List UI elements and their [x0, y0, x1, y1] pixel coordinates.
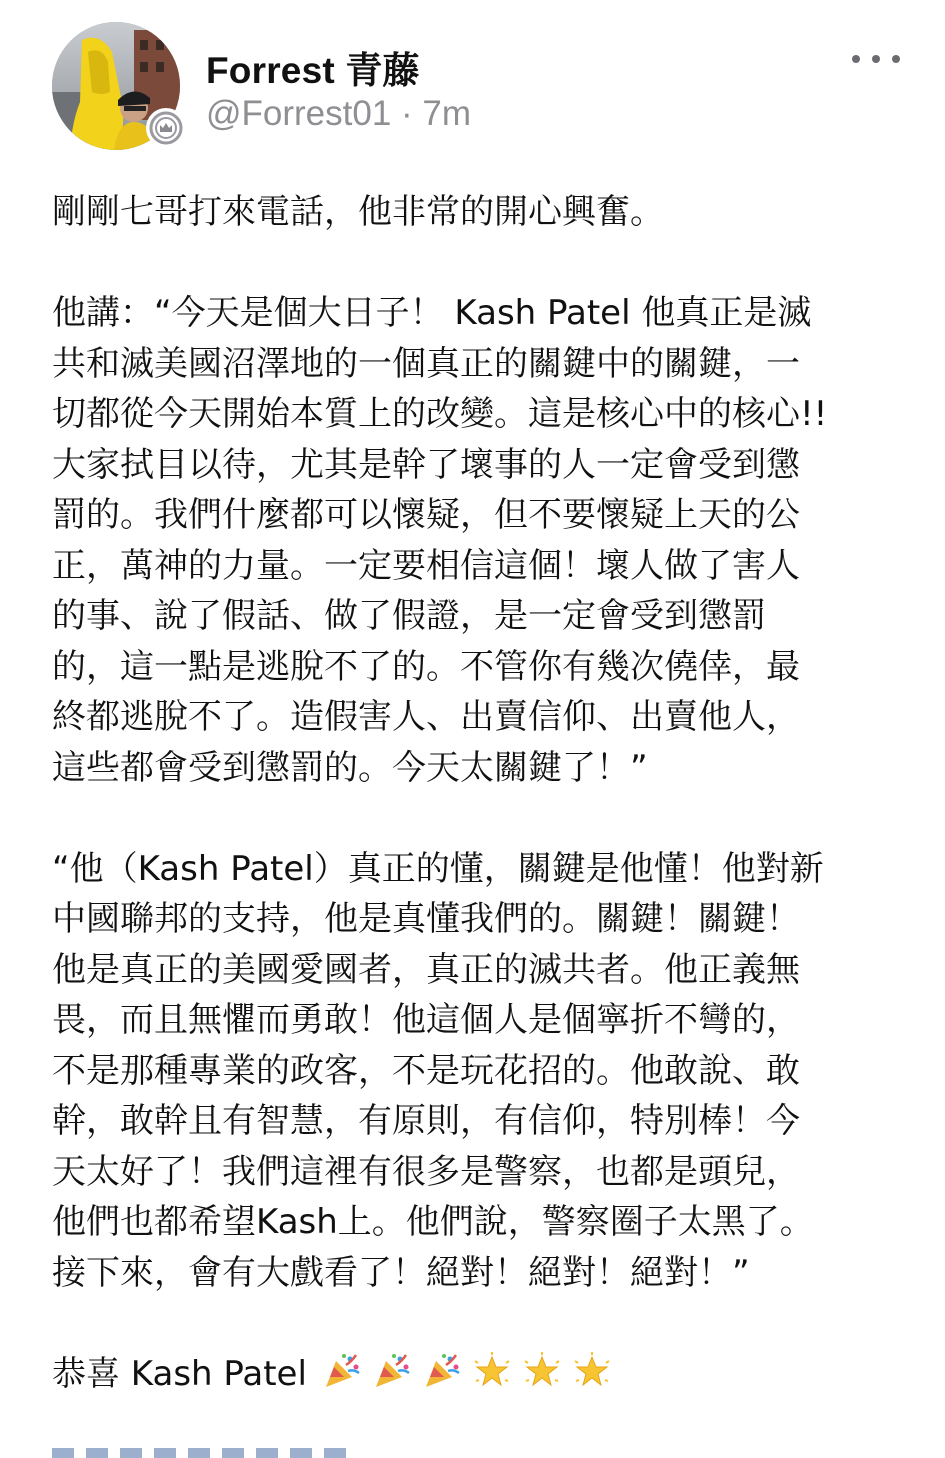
post-line: 這些都會受到懲罰的。今天太關鍵了！” [52, 747, 648, 788]
crown-badge-icon [146, 108, 186, 148]
post-line: 他講：“今天是個大日子！ Kash Patel 他真正是滅 [52, 293, 812, 333]
party-popper-icon [322, 1351, 362, 1391]
post-line: 接下來，會有大戲看了！絕對！絕對！絕對！” [52, 1252, 750, 1293]
party-popper-icon [422, 1351, 462, 1391]
emoji-row [322, 1351, 612, 1391]
author-meta [206, 94, 471, 134]
more-horizontal-icon [852, 55, 860, 63]
post-body [52, 187, 897, 1399]
post-line: 的，這一點是逃脫不了的。不管你有幾次僥倖，最 [52, 646, 800, 687]
post-line: 的事、說了假話、做了假證，是一定會受到懲罰 [52, 596, 766, 636]
paragraph-gap [52, 793, 897, 844]
link-fragment [52, 1448, 352, 1458]
post-line: 天太好了！我們這裡有很多是警察，也都是頭兒， [52, 1151, 800, 1192]
author-handle[interactable]: @Forrest01 [206, 94, 392, 133]
glowing-star-icon [572, 1351, 612, 1391]
post-line: 終都逃脫不了。造假害人、出賣信仰、出賣他人， [52, 697, 800, 737]
paragraph-gap [52, 1298, 897, 1349]
avatar[interactable] [52, 22, 180, 150]
post-line: 中國聯邦的支持，他是真懂我們的。關鍵！關鍵！ [52, 899, 800, 939]
post-line: 他們也都希望Kash上。他們說，警察圈子太黑了。 [52, 1202, 814, 1242]
truncated-link[interactable] [52, 1440, 352, 1458]
glowing-star-icon [522, 1351, 562, 1391]
post-line: 畏，而且無懼而勇敢！他這個人是個寧折不彎的， [52, 1000, 800, 1040]
more-horizontal-icon [892, 55, 900, 63]
post-line: 幹，敢幹且有智慧，有原則，有信仰，特別棒！今 [52, 1101, 800, 1141]
closing-line [52, 1349, 897, 1400]
post-line: 共和滅美國沼澤地的一個真正的關鍵中的關鍵，一 [52, 343, 800, 384]
post-line: 切都從今天開始本質上的改變。這是核心中的核心!! [52, 394, 828, 434]
post-time[interactable]: 7m [422, 94, 472, 133]
author-display-name[interactable]: Forrest 青藤 [206, 50, 420, 91]
more-horizontal-icon [872, 55, 880, 63]
post-line: 他是真正的美國愛國者，真正的滅共者。他正義無 [52, 949, 800, 990]
closing-text: 恭喜 Kash Patel [52, 1353, 307, 1394]
post-line: 正，萬神的力量。一定要相信這個！壞人做了害人 [52, 545, 800, 586]
party-popper-icon [372, 1351, 412, 1391]
post-line: 剛剛七哥打來電話，他非常的開心興奮。 [52, 192, 664, 232]
glowing-star-icon [472, 1351, 512, 1391]
post-line: “他（Kash Patel）真正的懂，關鍵是他懂！他對新 [52, 848, 824, 889]
post-line: 大家拭目以待，尤其是幹了壞事的人一定會受到懲 [52, 444, 800, 485]
meta-separator: · [391, 94, 423, 133]
paragraph-gap [52, 238, 897, 289]
post-line: 不是那種專業的政客，不是玩花招的。他敢說、敢 [52, 1050, 800, 1091]
post-line: 罰的。我們什麼都可以懷疑，但不要懷疑上天的公 [52, 495, 800, 535]
more-options-button[interactable] [852, 46, 900, 72]
